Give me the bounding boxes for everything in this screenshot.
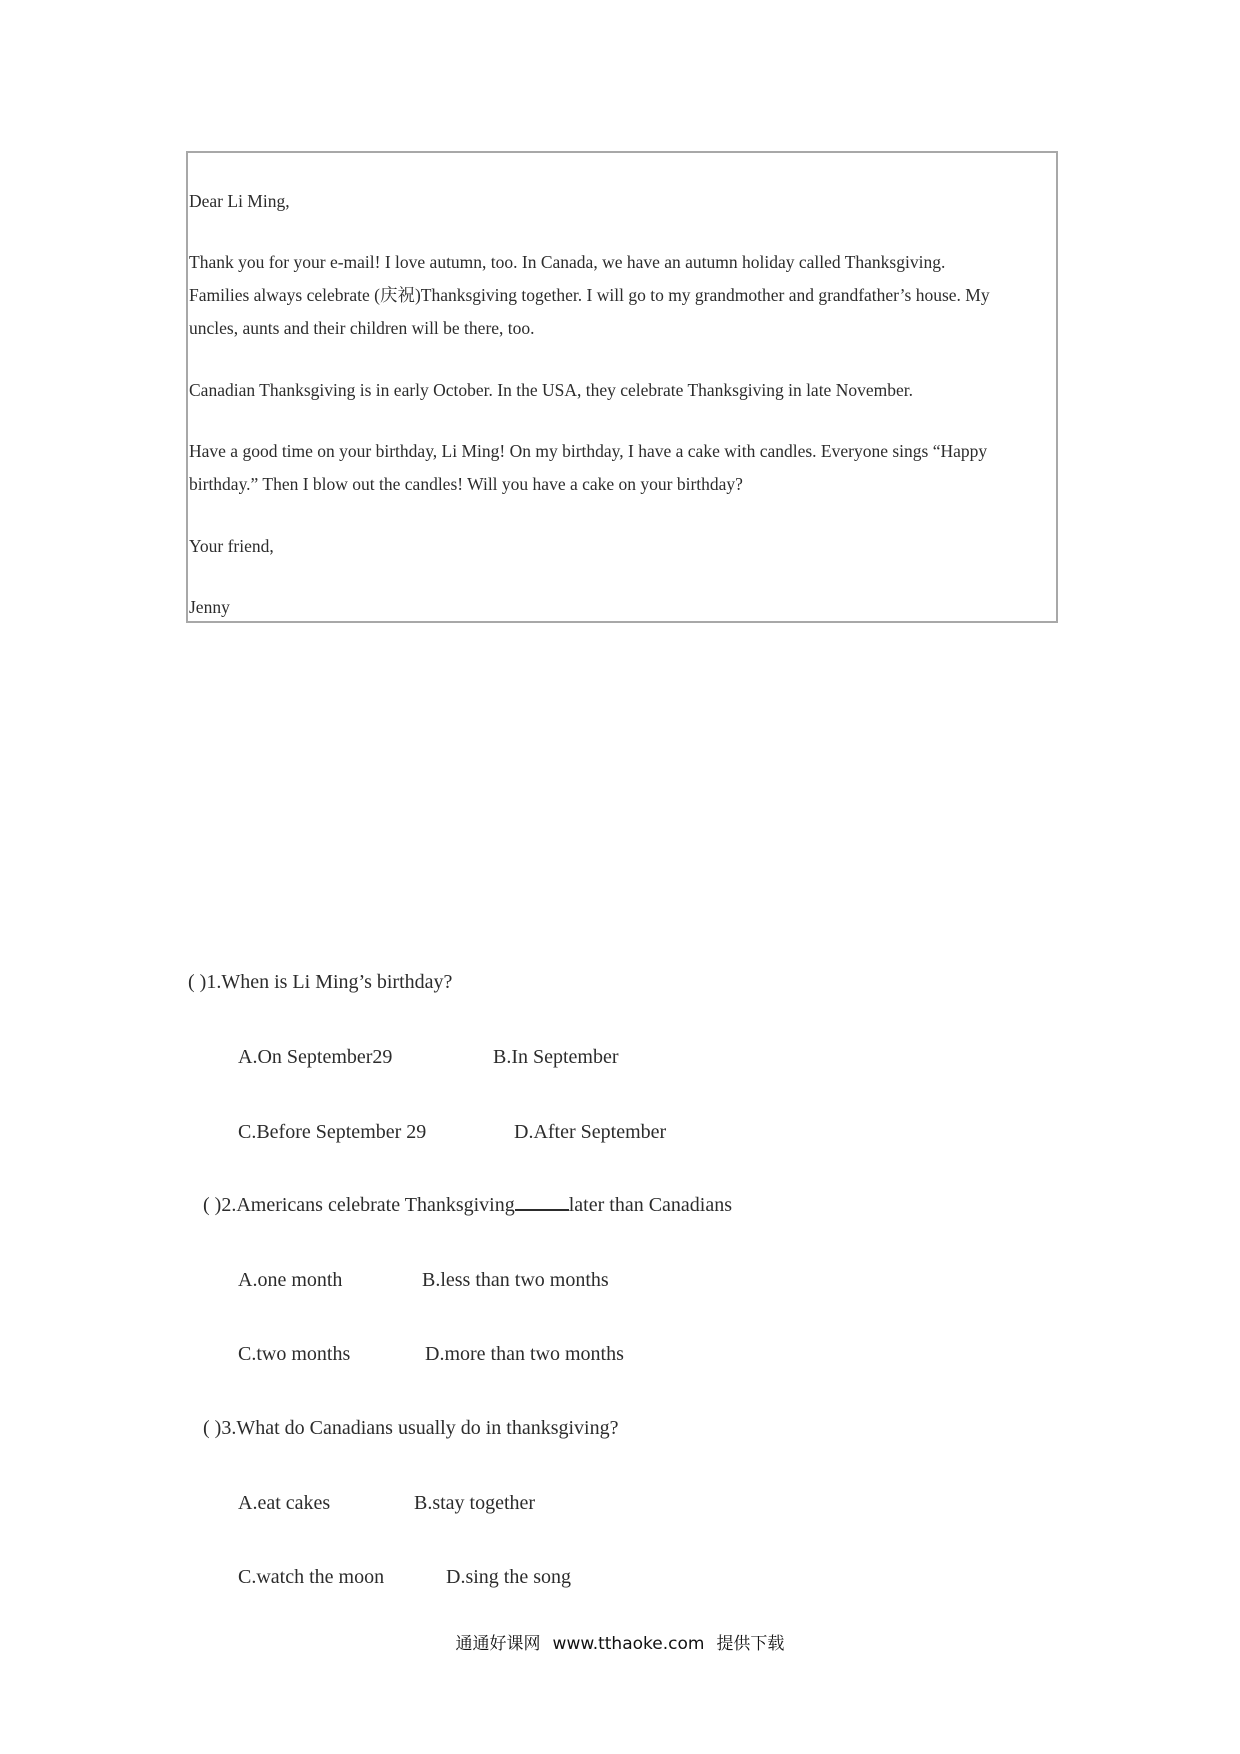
question-1-option-b: B.In September <box>493 1046 619 1068</box>
question-3-option-c: C.watch the moon <box>238 1566 385 1588</box>
question-1-text: ( )1.When is Li Ming’s birthday? <box>188 971 453 993</box>
footer-site-name: 通通好课网 <box>455 1634 541 1654</box>
letter-paragraph-2-line-1: Canadian Thanksgiving is in early October. In the USA, they celebrate Thanksgiving in late November. <box>189 380 913 400</box>
letter-paragraph-1-line-1: Thank you for your e-mail! I love autumn, too. In Canada, we have an autumn holiday called Thanksgiving. <box>189 252 946 272</box>
question-3-option-a: A.eat cakes <box>238 1492 331 1514</box>
letter-closing: Your friend, <box>189 536 274 556</box>
question-2-option-b: B.less than two months <box>422 1269 609 1291</box>
question-3 <box>203 1416 618 1440</box>
page-footer <box>0 1633 1240 1655</box>
answer-blank <box>515 1193 569 1211</box>
question-1-option-a: A.On September29 <box>238 1046 393 1068</box>
footer-url[interactable]: www.tthaoke.com <box>552 1634 705 1654</box>
letter-paragraph-1-line-2: Families always celebrate (庆祝)Thanksgiving together. I will go to my grandmother and grandfather’s house. My <box>189 285 990 305</box>
question-3-option-b: B.stay together <box>414 1492 536 1514</box>
letter-salutation: Dear Li Ming, <box>189 191 290 211</box>
letter-paragraph-1-line-3: uncles, aunts and their children will be there, too. <box>189 318 535 338</box>
question-2-text: ( )2.Americans celebrate Thanksgiving <box>203 1194 515 1216</box>
letter-paragraph-3-line-2: birthday.” Then I blow out the candles! Will you have a cake on your birthday? <box>189 474 743 494</box>
question-2-option-a: A.one month <box>238 1269 343 1291</box>
question-1-option-d: D.After September <box>514 1121 667 1143</box>
question-2 <box>203 1193 732 1217</box>
question-2-option-d: D.more than two months <box>425 1343 624 1365</box>
question-3-text: ( )3.What do Canadians usually do in thanksgiving? <box>203 1417 619 1439</box>
question-3-option-d: D.sing the song <box>446 1566 571 1588</box>
question-2-text-end: later than Canadians <box>568 1194 733 1216</box>
letter-signature: Jenny <box>189 597 230 617</box>
letter-paragraph-3-line-1: Have a good time on your birthday, Li Ming! On my birthday, I have a cake with candles. Everyone sings “Happy <box>189 441 988 461</box>
question-1-option-c: C.Before September 29 <box>238 1121 427 1143</box>
question-1 <box>188 970 452 994</box>
question-2-option-c: C.two months <box>238 1343 351 1365</box>
footer-note: 提供下载 <box>716 1634 785 1654</box>
